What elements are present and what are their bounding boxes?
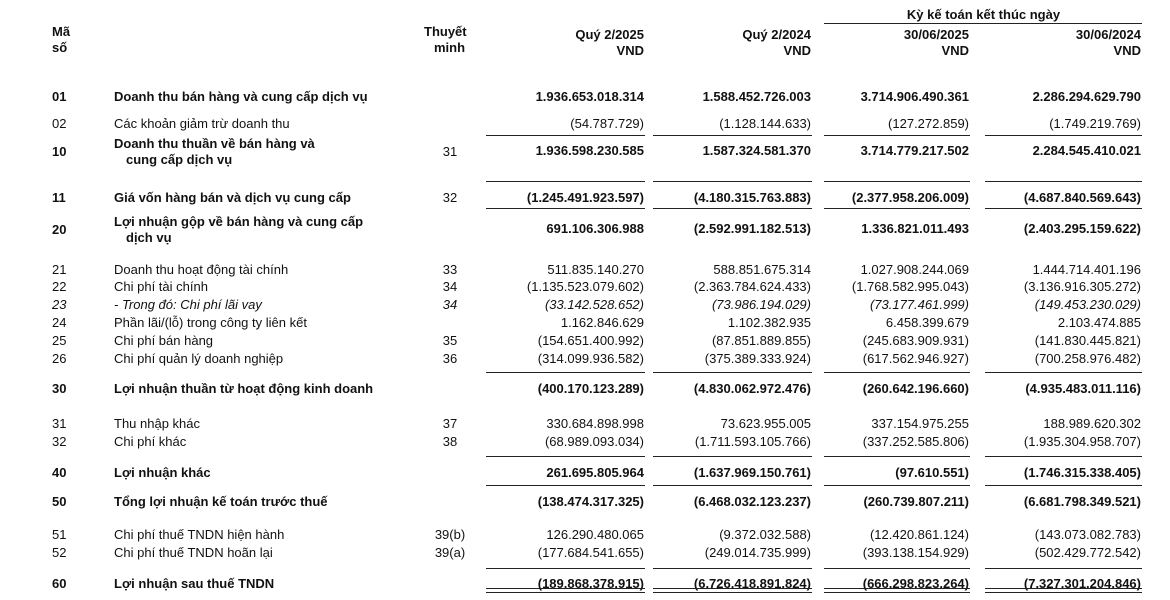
row-value: (73.986.194.029) — [711, 297, 811, 312]
subtotal-rule — [985, 485, 1142, 486]
subtotal-rule — [824, 592, 970, 593]
row-value: (87.851.889.855) — [711, 333, 811, 348]
code-header-line2: số — [52, 40, 68, 55]
row-value: (2.592.991.182.513) — [693, 221, 811, 236]
row-label: Chi phí tài chính — [114, 279, 208, 294]
row-value: (1.711.593.105.766) — [694, 434, 811, 449]
row-code: 11 — [52, 190, 66, 205]
row-value: 1.588.452.726.003 — [702, 89, 811, 104]
row-value: (2.403.295.159.622) — [1023, 221, 1141, 236]
subtotal-rule — [486, 568, 645, 569]
row-value: (7.327.301.204.846) — [1023, 576, 1141, 591]
row-label: Chi phí bán hàng — [114, 333, 214, 348]
subtotal-rule — [985, 135, 1142, 136]
row-value: (249.014.735.999) — [704, 545, 811, 560]
col-h1-2025-unit: VND — [941, 43, 969, 58]
row-code: 01 — [52, 89, 67, 104]
subtotal-rule — [653, 592, 812, 593]
row-value: (154.651.400.992) — [537, 333, 644, 348]
row-code: 20 — [52, 222, 67, 237]
row-value: (3.136.916.305.272) — [1023, 279, 1141, 294]
row-value: (54.787.729) — [570, 116, 644, 131]
row-value: (33.142.528.652) — [544, 297, 644, 312]
row-value: (1.135.523.079.602) — [526, 279, 644, 294]
row-value: (1.768.582.995.043) — [851, 279, 969, 294]
period-group-header: Kỳ kế toán kết thúc ngày — [906, 7, 1061, 22]
row-label: Doanh thu hoạt động tài chính — [114, 262, 289, 277]
code-header-line1: Mã — [52, 24, 71, 39]
row-value: 73.623.955.005 — [720, 416, 811, 431]
row-value: 511.835.140.270 — [547, 262, 644, 277]
subtotal-rule — [824, 181, 970, 182]
row-value: (1.746.315.338.405) — [1023, 465, 1141, 480]
subtotal-rule — [824, 372, 970, 373]
row-value: 1.336.821.011.493 — [861, 221, 969, 236]
row-value: 126.290.480.065 — [546, 527, 644, 542]
row-value: (4.830.062.972.476) — [693, 381, 811, 396]
row-label: Tổng lợi nhuận kế toán trước thuế — [114, 494, 328, 509]
subtotal-rule — [824, 568, 970, 569]
subtotal-rule — [985, 181, 1142, 182]
row-value: (138.474.317.325) — [537, 494, 644, 509]
row-value: 1.102.382.935 — [727, 315, 811, 330]
row-value: (1.935.304.958.707) — [1023, 434, 1141, 449]
row-note: 38 — [442, 434, 458, 449]
row-value: 1.444.714.401.196 — [1032, 262, 1141, 277]
row-value: (6.681.798.349.521) — [1023, 494, 1141, 509]
row-code: 60 — [52, 576, 67, 591]
subtotal-rule — [824, 588, 970, 589]
row-label: Thu nhập khác — [114, 416, 201, 431]
row-value: (700.258.976.482) — [1034, 351, 1141, 366]
row-value: (127.272.859) — [888, 116, 969, 131]
row-value: (314.099.936.582) — [537, 351, 644, 366]
row-note: 36 — [442, 351, 458, 366]
row-value: 2.103.474.885 — [1057, 315, 1141, 330]
subtotal-rule — [653, 208, 812, 209]
row-label: Lợi nhuận gộp về bán hàng và cung cấp — [114, 214, 364, 229]
row-code: 24 — [52, 315, 67, 330]
row-value: 261.695.805.964 — [546, 465, 644, 480]
row-code: 31 — [52, 416, 67, 431]
col-q2-2024-label: Quý 2/2024 — [742, 27, 811, 42]
subtotal-rule — [985, 592, 1142, 593]
row-code: 51 — [52, 527, 67, 542]
note-header-line2: minh — [434, 40, 466, 55]
row-code: 26 — [52, 351, 67, 366]
subtotal-rule — [653, 568, 812, 569]
row-label: Chi phí khác — [114, 434, 187, 449]
row-value: (4.935.483.011.116) — [1025, 381, 1141, 396]
row-value: (149.453.230.029) — [1034, 297, 1141, 312]
row-value: 691.106.306.988 — [546, 221, 644, 236]
row-value: 1.936.653.018.314 — [535, 89, 644, 104]
row-label: Doanh thu thuần về bán hàng và — [114, 136, 315, 151]
subtotal-rule — [486, 592, 645, 593]
row-value: (6.468.032.123.237) — [693, 494, 811, 509]
subtotal-rule — [653, 181, 812, 182]
row-code: 52 — [52, 545, 67, 560]
row-value: (400.170.123.289) — [537, 381, 644, 396]
row-label: dịch vụ — [126, 230, 172, 245]
row-value: 1.027.908.244.069 — [860, 262, 969, 277]
row-code: 21 — [52, 262, 67, 277]
row-value: (4.180.315.763.883) — [693, 190, 811, 205]
row-label: Chi phí thuế TNDN hoãn lại — [114, 545, 273, 560]
row-value: (4.687.840.569.643) — [1023, 190, 1141, 205]
row-value: (1.637.969.150.761) — [693, 465, 811, 480]
subtotal-rule — [824, 485, 970, 486]
row-value: 330.684.898.998 — [546, 416, 644, 431]
row-value: 337.154.975.255 — [871, 416, 969, 431]
row-value: 588.851.675.314 — [713, 262, 811, 277]
row-value: (9.372.032.588) — [719, 527, 811, 542]
row-value: 3.714.906.490.361 — [860, 89, 969, 104]
row-note: 31 — [442, 144, 458, 159]
row-value: 6.458.399.679 — [885, 315, 969, 330]
row-value: (393.138.154.929) — [862, 545, 969, 560]
row-label: Chi phí thuế TNDN hiện hành — [114, 527, 285, 542]
row-value: (245.683.909.931) — [862, 333, 969, 348]
row-note: 39(a) — [434, 545, 466, 560]
row-value: (73.177.461.999) — [869, 297, 969, 312]
subtotal-rule — [486, 181, 645, 182]
row-code: 30 — [52, 381, 67, 396]
col-h1-2024-unit: VND — [1113, 43, 1141, 58]
row-code: 10 — [52, 144, 67, 159]
row-label: Các khoản giảm trừ doanh thu — [114, 116, 290, 131]
subtotal-rule — [653, 588, 812, 589]
row-label: Lợi nhuận khác — [114, 465, 211, 480]
row-label: - Trong đó: Chi phí lãi vay — [114, 297, 262, 312]
row-label: Chi phí quản lý doanh nghiệp — [114, 351, 284, 366]
subtotal-rule — [824, 208, 970, 209]
row-value: (260.739.807.211) — [863, 494, 969, 509]
row-label: Lợi nhuận thuần từ hoạt động kinh doanh — [114, 381, 374, 396]
row-value: (177.684.541.655) — [537, 545, 644, 560]
subtotal-rule — [653, 135, 812, 136]
period-group-rule — [824, 23, 1142, 24]
row-value: (502.429.772.542) — [1034, 545, 1141, 560]
row-value: (6.726.418.891.824) — [693, 576, 811, 591]
subtotal-rule — [653, 372, 812, 373]
col-q2-2025-unit: VND — [616, 43, 644, 58]
row-value: (375.389.333.924) — [704, 351, 811, 366]
row-note: 32 — [442, 190, 458, 205]
row-value: (1.128.144.633) — [719, 116, 811, 131]
subtotal-rule — [985, 588, 1142, 589]
row-note: 37 — [442, 416, 458, 431]
row-code: 02 — [52, 116, 67, 131]
row-value: (617.562.946.927) — [862, 351, 969, 366]
subtotal-rule — [985, 372, 1142, 373]
subtotal-rule — [985, 568, 1142, 569]
row-label: Lợi nhuận sau thuế TNDN — [114, 576, 275, 591]
row-label: Doanh thu bán hàng và cung cấp dịch vụ — [114, 89, 368, 104]
subtotal-rule — [486, 456, 645, 457]
subtotal-rule — [486, 588, 645, 589]
row-code: 32 — [52, 434, 67, 449]
col-h1-2025-label: 30/06/2025 — [903, 27, 969, 42]
row-note: 34 — [442, 297, 458, 312]
subtotal-rule — [985, 456, 1142, 457]
row-code: 40 — [52, 465, 67, 480]
row-note: 35 — [442, 333, 458, 348]
row-code: 23 — [52, 297, 67, 312]
subtotal-rule — [486, 485, 645, 486]
row-value: (2.377.958.206.009) — [851, 190, 969, 205]
col-q2-2025-label: Quý 2/2025 — [575, 27, 644, 42]
row-value: (97.610.551) — [895, 465, 969, 480]
subtotal-rule — [486, 135, 645, 136]
row-label: Giá vốn hàng bán và dịch vụ cung cấp — [114, 190, 351, 205]
row-value: 1.936.598.230.585 — [535, 143, 644, 158]
row-note: 33 — [442, 262, 458, 277]
row-value: (68.989.093.034) — [544, 434, 644, 449]
subtotal-rule — [824, 135, 970, 136]
row-value: (337.252.585.806) — [862, 434, 969, 449]
subtotal-rule — [486, 208, 645, 209]
row-note: 34 — [442, 279, 458, 294]
row-value: (12.420.861.124) — [869, 527, 969, 542]
row-value: 1.587.324.581.370 — [702, 143, 811, 158]
row-code: 22 — [52, 279, 67, 294]
row-value: (189.868.378.915) — [537, 576, 644, 591]
note-header-line1: Thuyết — [424, 24, 467, 39]
row-value: (1.749.219.769) — [1049, 116, 1141, 131]
col-h1-2024-label: 30/06/2024 — [1075, 27, 1141, 42]
row-label: Phần lãi/(lỗ) trong công ty liên kết — [114, 315, 307, 330]
subtotal-rule — [653, 456, 812, 457]
row-code: 25 — [52, 333, 67, 348]
row-note: 39(b) — [434, 527, 466, 542]
subtotal-rule — [653, 485, 812, 486]
row-value: (143.073.082.783) — [1034, 527, 1141, 542]
row-value: (260.642.196.660) — [862, 381, 969, 396]
row-value: 2.284.545.410.021 — [1032, 143, 1141, 158]
subtotal-rule — [486, 372, 645, 373]
subtotal-rule — [985, 208, 1142, 209]
subtotal-rule — [824, 456, 970, 457]
row-value: (666.298.823.264) — [862, 576, 969, 591]
row-label: cung cấp dịch vụ — [126, 152, 233, 167]
row-value: 3.714.779.217.502 — [860, 143, 969, 158]
row-value: (141.830.445.821) — [1034, 333, 1141, 348]
row-value: (1.245.491.923.597) — [526, 190, 644, 205]
row-value: 2.286.294.629.790 — [1032, 89, 1141, 104]
row-value: (2.363.784.624.433) — [693, 279, 811, 294]
col-q2-2024-unit: VND — [783, 43, 811, 58]
row-value: 188.989.620.302 — [1043, 416, 1141, 431]
row-value: 1.162.846.629 — [560, 315, 644, 330]
row-code: 50 — [52, 494, 67, 509]
